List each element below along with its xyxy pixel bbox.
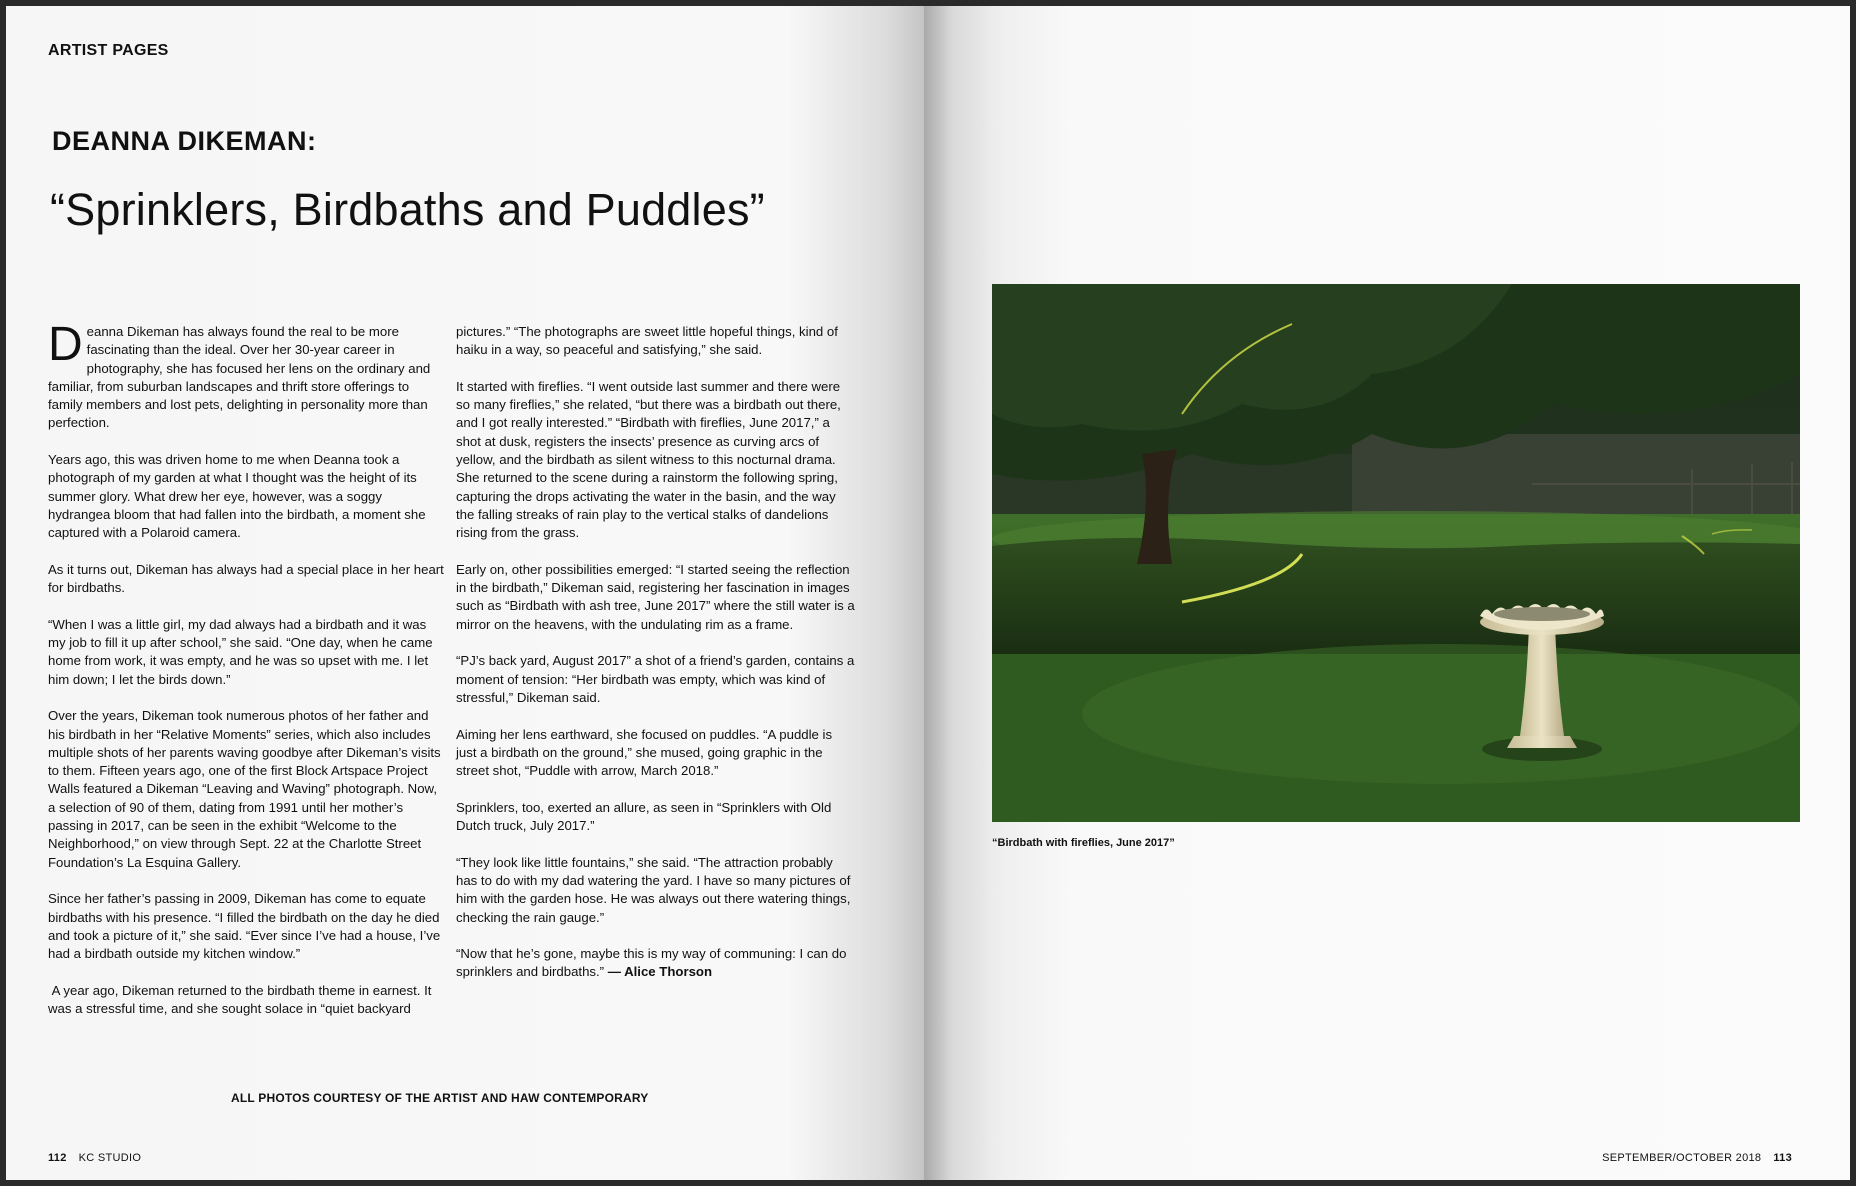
paragraph: “When I was a little girl, my dad always had a birdbath and it was my job to fill it up after school,” she said. “One day, when he came home from work, it was empty, and he was so upset with me. I let him down; I let the birds down.” [48, 616, 433, 687]
paragraph: “They look like little fountains,” she said. “The attraction probably has to do with my dad watering the yard. I have so many pictures of him with the garden hose. He was always out there watering things, checking the rain gauge.” [456, 854, 851, 925]
issue-date: SEPTEMBER/OCTOBER 2018 [1602, 1152, 1762, 1164]
magazine-spread [6, 6, 1850, 1180]
paragraph: Sprinklers, too, exerted an allure, as seen in “Sprinklers with Old Dutch truck, July 2017.” [456, 799, 832, 834]
drop-cap: D [48, 318, 83, 371]
paragraph: Deanna Dikeman has always found the real to be more fascinating than the ideal. Over her 30-year career in photography, she has focused her lens on the ordinary and familiar, from suburban landscapes and thrift store offerings to family members and lost pets, delighting in personality more than perfection. [48, 318, 431, 431]
paragraph: It started with fireflies. “I went outside last summer and there were so many fireflies,” she related, “but there was a birdbath out there, and I got really interested.” “Birdbath with fireflies, June 2017,” a shot at dusk, registers the insects’ presence as curving arcs of yellow, and the birdbath as silent witness to this nocturnal drama. She returned to the scene during a rainstorm the following spring, capturing the drops activating the water in the basin, and the way the falling streaks of rain play to the vertical stalks of dandelions rising from the grass. [456, 378, 841, 541]
author-byline: — Alice Thorson [607, 964, 713, 980]
page-number: 113 [1773, 1152, 1792, 1164]
birdbath-photo [992, 284, 1800, 822]
paragraph: “Now that he’s gone, maybe this is my way of communing: I can do sprinklers and birdbaths.” — Alice Thorson [456, 946, 847, 980]
paragraph: Since her father’s passing in 2009, Dikeman has come to equate birdbaths with his presence. “I filled the birdbath on the day he died and took a picture of it,” she said. “Ever since I’ve had a house, I’ve had a birdbath outside my kitchen window.” [48, 891, 441, 962]
photo-illustration [992, 284, 1800, 822]
section-label: ARTIST PAGES [48, 42, 169, 59]
paragraph: “PJ’s back yard, August 2017” a shot of a friend’s garden, contains a moment of tension: “Her birdbath was empty, which was kind of stressful,” Dikeman said. [456, 653, 855, 705]
page-number: 112 [48, 1152, 67, 1164]
photo-caption: “Birdbath with fireflies, June 2017” [992, 837, 1175, 849]
left-page [6, 6, 924, 1180]
paragraph: As it turns out, Dikeman has always had a special place in her heart for birdbaths. [48, 561, 444, 596]
paragraph: pictures.” “The photographs are sweet little hopeful things, kind of haiku in a way, so peaceful and satisfying,” she said. [456, 324, 838, 358]
publication-name: KC STUDIO [78, 1152, 142, 1164]
article-column-2 [456, 323, 856, 1000]
paragraph: Early on, other possibilities emerged: “I started seeing the reflection in the birdbath,” Dikeman said, registering her fascination in images such as “Birdbath with ash tree, June 2017” where the still water is a mirror on the heavens, with the undulating rim as a frame. [456, 561, 855, 632]
right-folio [1602, 1152, 1792, 1164]
article-title: “Sprinklers, Birdbaths and Puddles” [50, 184, 765, 235]
photo-credit: ALL PHOTOS COURTESY OF THE ARTIST AND HAW CONTEMPORARY [231, 1091, 649, 1105]
artist-name: DEANNA DIKEMAN: [52, 126, 317, 156]
paragraph: A year ago, Dikeman returned to the birdbath theme in earnest. It was a stressful time, and she sought solace in “quiet backyard [48, 982, 436, 1016]
paragraph: Years ago, this was driven home to me when Deanna took a photograph of my garden at what I thought was the height of its summer glory. What drew her eye, however, was a soggy hydrangea bloom that had fallen into the birdbath, a moment she captured with a Polaroid camera. [48, 452, 426, 541]
paragraph: Over the years, Dikeman took numerous photos of her father and his birdbath in her “Relative Moments” series, which also includes multiple shots of her parents waving goodbye after Dikeman’s visits to them. Fifteen years ago, one of the first Block Artspace Project Walls featured a Dikeman “Leaving and Waving” photograph. Now, a selection of 90 of them, dating from 1991 until her mother’s passing in 2017, can be seen in the exhibit “Welcome to the Neighborhood,” on view through Sept. 22 at the Charlotte Street Foundation’s La Esquina Gallery. [48, 708, 441, 870]
paragraph: Aiming her lens earthward, she focused on puddles. “A puddle is just a birdbath on the ground,” she mused, going graphic in the street shot, “Puddle with arrow, March 2018.” [456, 726, 833, 779]
left-folio [48, 1152, 141, 1164]
article-column-1 [48, 318, 444, 1037]
